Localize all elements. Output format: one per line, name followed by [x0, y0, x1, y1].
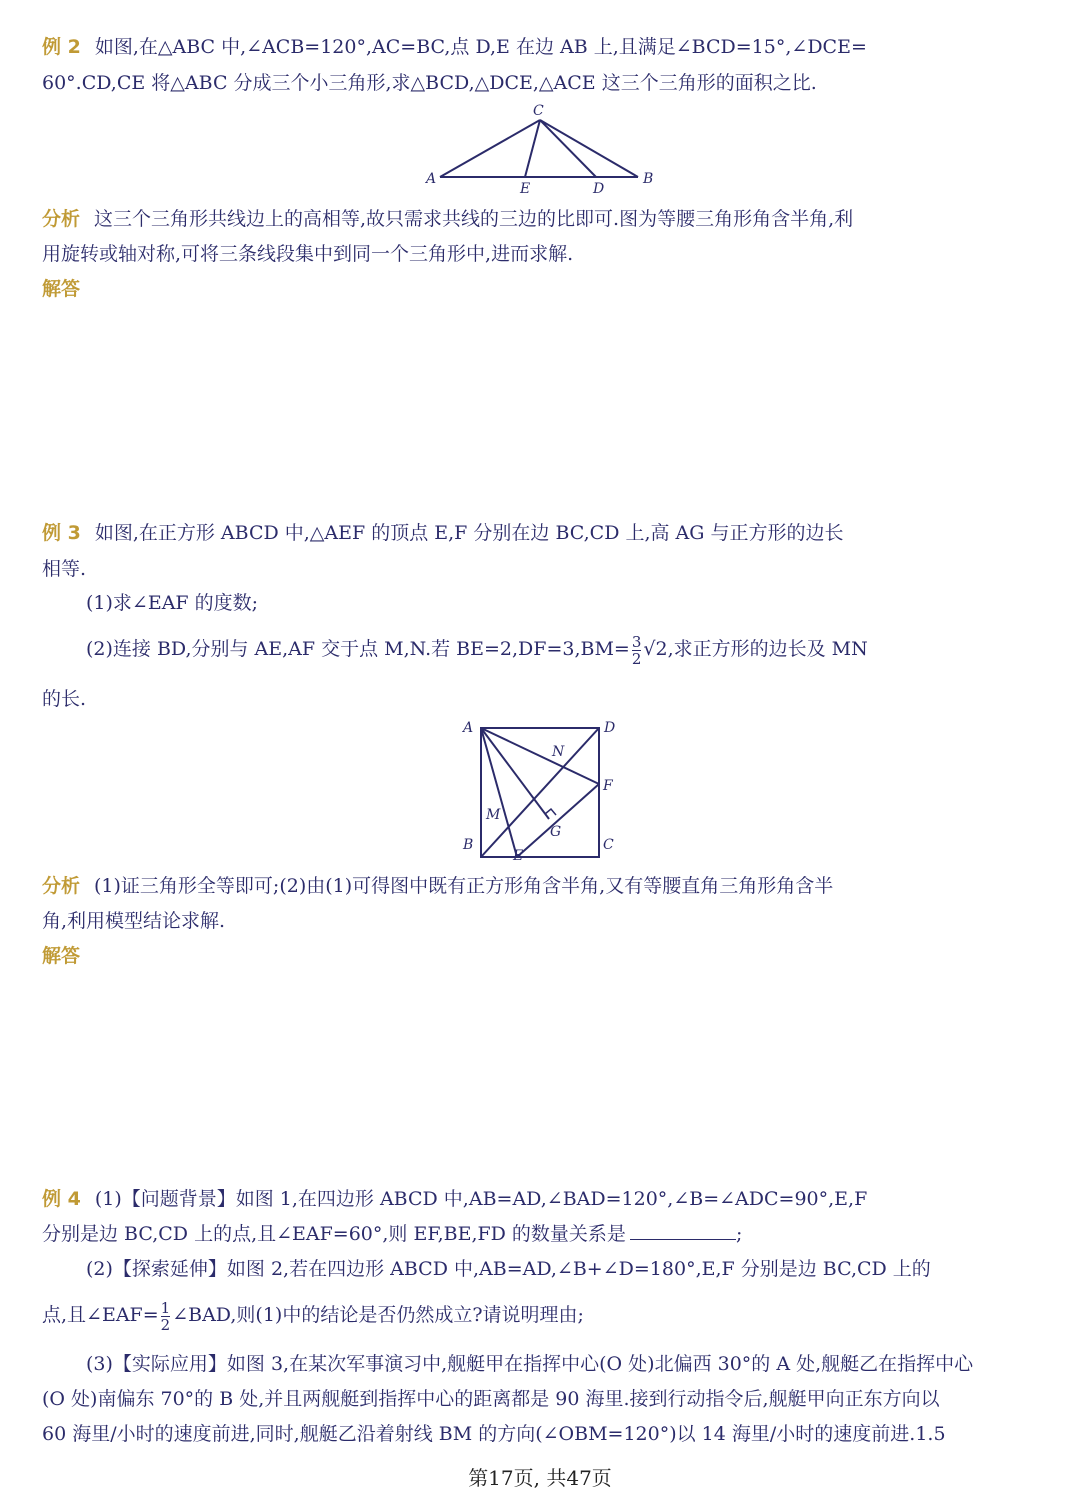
ex4-part3-line2: (O 处)南偏东 70°的 B 处,并且两舰艇到指挥中心的距离都是 90 海里.接到行动指令后,舰艇甲向正东方向以	[42, 1388, 940, 1410]
ex3-question-2-cont: 的长.	[42, 688, 87, 710]
ex3-q2-text-a: (2)连接 BD,分别与 AE,AF 交于点 M,N.若 BE=2,DF=3,BM=	[86, 638, 630, 660]
ex3-label-g: G	[550, 824, 562, 840]
ex4-p2-fraction-num: 1	[160, 1298, 171, 1317]
ex3-answer-tag: 解答	[42, 945, 81, 967]
ex3-label-f: F	[603, 778, 613, 794]
ex3-square-figure	[455, 715, 635, 865]
ex4-part2-line1: (2)【探索延伸】如图 2,若在四边形 ABCD 中,AB=AD,∠B+∠D=180°,E,F 分别是边 BC,CD 上的	[86, 1258, 931, 1280]
ex4-part3-line1: (3)【实际应用】如图 3,在某次军事演习中,舰艇甲在指挥中心(O 处)北偏西 30°的 A 处,舰艇乙在指挥中心	[86, 1353, 974, 1375]
ex3-question-2	[86, 632, 1038, 667]
ex3-question-1: (1)求∠EAF 的度数;	[86, 592, 259, 614]
ex2-text-line1: 如图,在△ABC 中,∠ACB=120°,AC=BC,点 D,E 在边 AB 上,且满足∠BCD=15°,∠DCE=	[94, 36, 867, 58]
ex2-statement-line1	[42, 34, 1038, 60]
ex3-tag: 例 3	[42, 522, 81, 544]
ex3-analysis-text1: (1)证三角形全等即可;(2)由(1)可得图中既有正方形角含半角,又有等腰直角三角形角含半	[94, 875, 834, 897]
ex3-q2-text-b: √2,求正方形的边长及 MN	[643, 638, 868, 660]
ex3-label-b: B	[463, 837, 474, 853]
ex2-label-b: B	[643, 171, 654, 187]
ex3-label-c: C	[603, 837, 614, 853]
ex4-p2-fraction-den: 2	[160, 1315, 171, 1333]
ex2-answer-tag: 解答	[42, 278, 81, 300]
ex4-part1-line2	[42, 1221, 1038, 1247]
ex3-answer-heading	[42, 943, 1038, 969]
ex2-label-d: D	[593, 181, 605, 197]
ex3-label-m: M	[486, 807, 501, 823]
ex4-p2-text-b1: 点,且∠EAF=	[42, 1304, 159, 1326]
ex4-p2-text-b2: ∠BAD,则(1)中的结论是否仍然成立?请说明理由;	[172, 1304, 584, 1326]
ex2-segment-ce	[525, 120, 540, 177]
ex3-q2-fraction-num: 3	[631, 632, 642, 651]
ex3-analysis-tag: 分析	[42, 875, 81, 897]
ex3-label-n: N	[552, 744, 565, 760]
ex2-statement-line2: 60°.CD,CE 将△ABC 分成三个小三角形,求△BCD,△DCE,△ACE 这三个三角形的面积之比.	[42, 72, 817, 94]
ex2-side-ac	[440, 120, 540, 177]
ex2-analysis-tag: 分析	[42, 208, 81, 230]
ex4-p1-text-a: (1)【问题背景】如图 1,在四边形 ABCD 中,AB=AD,∠BAD=120°,∠B=∠ADC=90°,E,F	[94, 1188, 868, 1210]
ex3-statement-line1	[42, 520, 1038, 546]
ex2-answer-heading	[42, 276, 1038, 302]
ex3-segment-ef	[517, 784, 599, 857]
ex2-analysis-text1: 这三个三角形共线边上的高相等,故只需求共线的三边的比即可.图为等腰三角形角含半角,利	[94, 208, 854, 230]
ex3-segment-af	[481, 728, 599, 784]
ex3-q2-fraction-den: 2	[631, 649, 642, 667]
ex2-analysis-line2: 用旋转或轴对称,可将三条线段集中到同一个三角形中,进而求解.	[42, 243, 574, 265]
ex2-triangle-figure	[420, 100, 660, 200]
ex4-tag: 例 4	[42, 1188, 81, 1210]
ex4-part3-line3: 60 海里/小时的速度前进,同时,舰艇乙沿着射线 BM 的方向(∠OBM=120°)以 14 海里/小时的速度前进.1.5	[42, 1423, 946, 1445]
ex2-label-a: A	[426, 171, 437, 187]
ex2-analysis-line1	[42, 206, 1038, 232]
ex3-label-e: E	[513, 848, 524, 864]
ex4-answer-blank[interactable]	[630, 1221, 736, 1240]
ex3-analysis-line2: 角,利用模型结论求解.	[42, 910, 226, 932]
ex3-analysis-line1	[42, 873, 1038, 899]
ex4-p2-fraction	[161, 1300, 171, 1333]
ex3-segment-ag	[481, 728, 549, 819]
ex3-q2-fraction	[632, 634, 642, 667]
ex4-part1-line1	[42, 1186, 1038, 1212]
ex3-label-d: D	[604, 720, 616, 736]
ex3-text-line1: 如图,在正方形 ABCD 中,△AEF 的顶点 E,F 分别在边 BC,CD 上,高 AG 与正方形的边长	[94, 522, 844, 544]
ex2-label-e: E	[520, 181, 531, 197]
ex2-tag: 例 2	[42, 36, 81, 58]
ex3-statement-line2: 相等.	[42, 558, 87, 580]
ex2-label-c: C	[533, 103, 544, 119]
ex4-p1-end: ;	[735, 1223, 743, 1245]
ex4-p1-text-b: 分别是边 BC,CD 上的点,且∠EAF=60°,则 EF,BE,FD 的数量关系是	[42, 1223, 626, 1245]
page-footer: 第17页, 共47页	[468, 1466, 612, 1490]
ex4-part2-line2	[42, 1298, 1038, 1333]
ex3-right-angle-mark	[545, 809, 556, 815]
ex3-label-a: A	[463, 720, 474, 736]
